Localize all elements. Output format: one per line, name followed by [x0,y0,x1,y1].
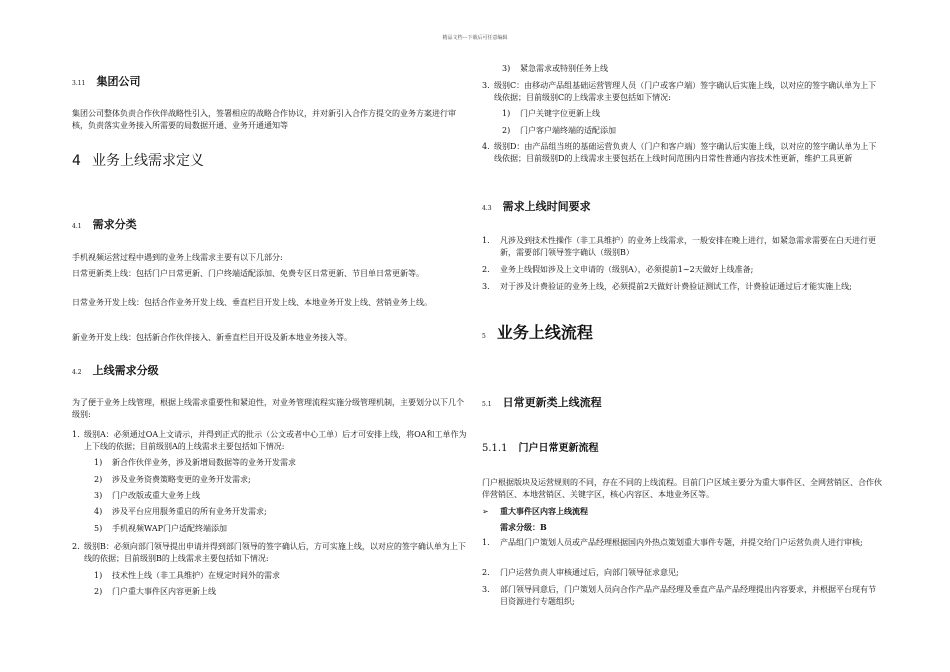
list-text: 级别C：由移动产品组基础运营管理人员（门户或客户端）签字确认后实施上线，以对应的签字确认单为上下线依据；目前级别C的上线需求主要包括如下情况: [494,81,877,102]
section-4-1-intro: 手机视频运营过程中遇到的业务上线需求主要有以下几部分: [72,253,283,262]
section-4-2-intro: 为了便于业务上线管理，根据上线需求重要性和紧迫性，对业务管理流程实施分级管理机制，主要划分以下几个级别: [72,398,464,419]
section-4-2-heading [72,359,159,378]
list-text: 级别B：必须向部门领导提出申请并得到部门领导的签字确认后，方可实施上线，以对应的签字确认单为上下线的依据；目前级别B的上线需求主要包括如下情况: [84,542,466,563]
section-4-1-heading [72,213,137,232]
section-number: 5.1 [482,401,492,408]
chapter-number: 5 [482,333,486,340]
list-text: 门户运营负责人审核通过后，向部门领导征求意见; [500,568,679,577]
list-number: 4. [482,142,490,151]
list-number: 3. [482,81,490,90]
chapter-5-heading [482,320,593,343]
level-b-sub-1: 1) 技术性上线（非工具维护）在规定时间外的需求 [94,571,280,580]
chapter-title: 业务上线需求定义 [92,153,205,169]
section-3-11-heading [72,70,140,89]
section-title: 需求上线时间要求 [502,200,591,213]
list-text: 业务上线假如涉及上文申请的（级别A），必须提前1~2天做好上线准备; [500,265,754,274]
section-number: 3.11 [72,80,86,87]
section-title: 上线需求分级 [92,364,159,377]
list-number: 1. [72,430,80,439]
list-number: 1. [482,538,490,547]
section-number: 4.3 [482,205,492,212]
level-b-sub-3: 3) 紧急需求或特别任务上线 [502,64,608,73]
classification-item-3: 新业务开发上线：包括新合作伙伴接入、新垂直栏目开设及新本地业务接入等。 [72,333,352,342]
list-number: 3. [482,585,490,594]
section-number: 4.1 [72,223,82,230]
section-number: 5.1.1 [482,443,508,454]
level-a-sub-2: 2) 涉及业务资费策略变更的业务开发需求; [94,475,251,484]
level-a-sub-1: 1) 新合作伙伴业务，涉及新增局数据等的业务开发需求 [94,458,296,467]
list-number: 2. [72,542,80,551]
level-a-sub-4: 4) 涉及平台应用服务重启的所有业务开发需求; [94,507,267,516]
list-text: 凡涉及到技术性操作（非工具维护）的业务上线需求，一般安排在晚上进行，如紧急需求需要在白天进行更新，需要部门领导签字确认（级别B） [500,236,876,257]
list-number: 1. [482,236,490,245]
arrow-bullet-icon: ➢ [482,507,489,516]
classification-item-1: 日常更新类上线：包括门户日常更新、门户终端适配添加、免费专区日常更新、节目单日常更新等。 [72,269,424,278]
chapter-title: 业务上线流程 [496,323,593,342]
section-3-11-paragraph: 集团公司整体负责合作伙伴战略性引入，签署相应的战略合作协议，并对新引入合作方提交的业务方案进行审核，负责落实业务接入所需要的局数据开通、业务开通通知等 [72,109,456,130]
section-title: 集团公司 [96,75,141,88]
level-c-sub-1: 1) 门户关键字位更新上线 [502,109,600,118]
list-text: 级别D：由产品组当班的基础运营负责人（门户和客户端）签字确认后实施上线，以对应的签字确认单为上下线依据；目前级别D的上线需求主要包括在上线时间范围内日常性普通内容技术性更新，维护工具更新 [494,142,877,163]
bullet-text: 重大事件区内容上线流程 [500,506,588,516]
list-number: 2. [482,568,490,577]
section-5-1-1-heading [482,436,599,455]
list-text: 产品组门户策划人员或产品经理根据国内外热点策划重大事件专题，并提交给门户运营负责人进行审核; [500,538,863,547]
section-5-1-heading [482,391,602,410]
list-number: 3. [482,282,490,291]
section-number: 4.2 [72,369,82,376]
list-number: 2. [482,265,490,274]
level-c-sub-2: 2) 门户客户端终端的适配添加 [502,126,616,135]
section-title: 日常更新类上线流程 [502,396,602,409]
chapter-4-heading [72,150,204,170]
list-text: 对于涉及计费验证的业务上线，必须提前2天做好计费验证测试工作，计费验证通过后才能实施上线; [500,282,852,291]
level-a-sub-3: 3) 门户改版或重大业务上线 [94,491,200,500]
list-text: 级别A：必须通过OA上文请示，并得到正式的批示（公文或者中心工单）后才可安排上线，将OA和工单作为上下线的依据；目前级别A的上线需求主要包括如下情况: [84,430,467,451]
page-watermark: 精品文档---下载后可任意编辑 [442,35,508,41]
list-text: 部门领导同意后，门户策划人员向合作产品产品经理及垂直产品产品经理提出内容要求，并根据平台现有节目资源进行专题组织; [500,585,876,606]
section-4-3-heading [482,195,591,214]
section-5-1-1-paragraph: 门户根据版块及运营规则的不同，存在不同的上线流程。目前门户区域主要分为重大事件区、全网营销区、合作伙伴营销区、本地营销区、关键字区，核心内容区、本地业务区等。 [482,478,882,499]
section-title: 门户日常更新流程 [518,443,599,454]
classification-item-2: 日常业务开发上线：包括合作业务开发上线、垂直栏目开发上线、本地业务开发上线、营销业务上线。 [72,298,432,307]
need-level-label: 需求分级：B [500,522,547,532]
chapter-number: 4 [72,153,81,169]
level-b-sub-2: 2) 门户重大事件区内容更新上线 [94,587,216,596]
major-event-bullet [482,505,588,518]
level-a-sub-5: 5) 手机视频WAP门户适配终端添加 [94,524,227,533]
section-title: 需求分类 [92,218,137,231]
